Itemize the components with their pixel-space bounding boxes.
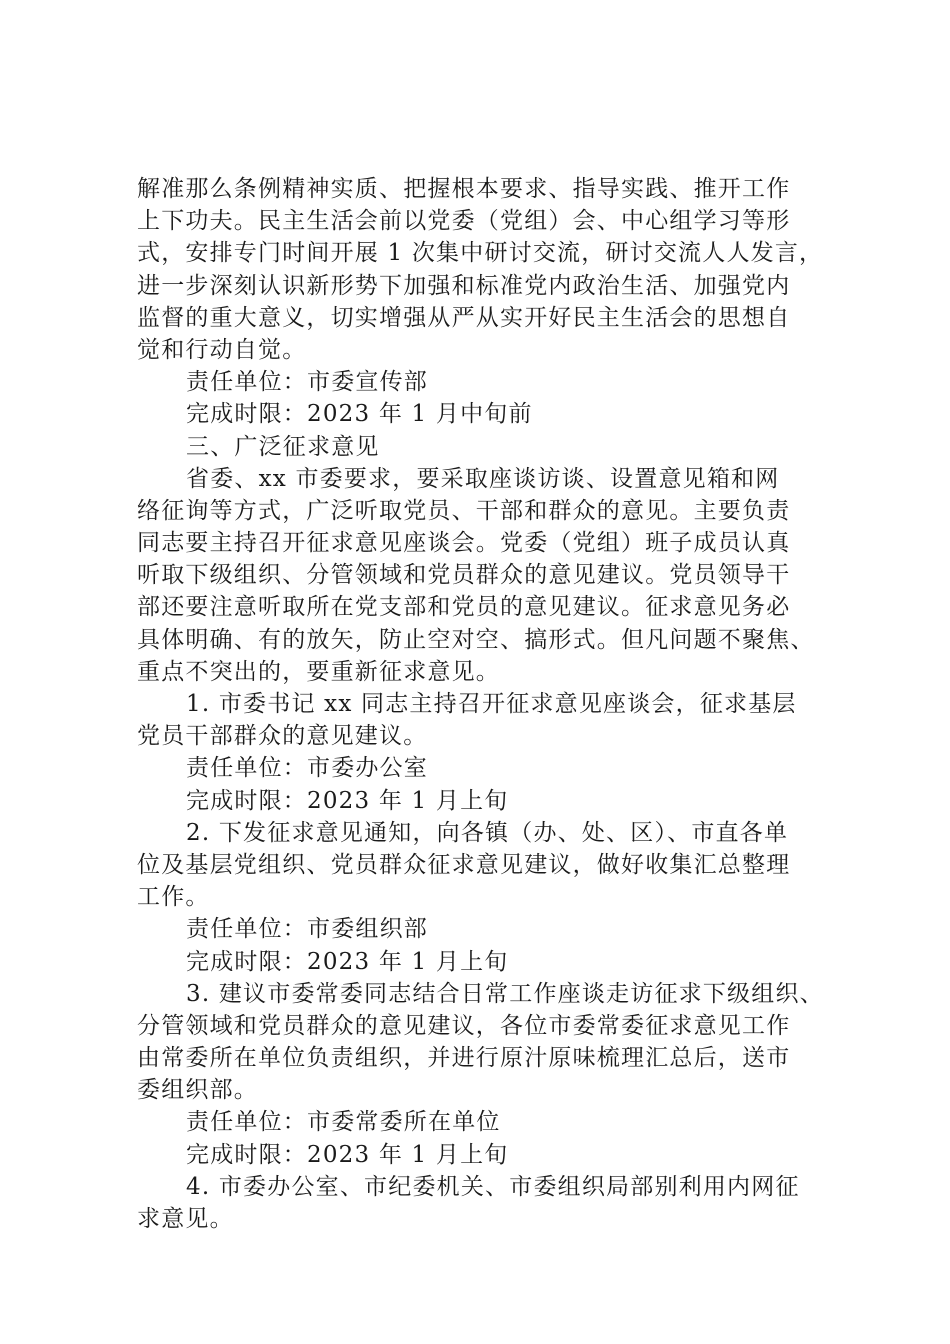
list-item-1: 1. 市委书记 xx 同志主持召开征求意见座谈会，征求基层 [186, 691, 797, 717]
deadline-line: 完成时限：2023 年 1 月上旬 [186, 1141, 509, 1168]
text-line: 听取下级组织、分管领域和党员群众的意见建议。党员领导干 [137, 562, 791, 589]
list-item-2: 2. 下发征求意见通知，向各镇（办、处、区）、市直各单 [186, 819, 789, 846]
text-line: 求意见。 [137, 1206, 234, 1232]
text-line: 分管领域和党员群众的意见建议，各位市委常委征求意见工作 [137, 1012, 791, 1039]
section-heading: 三、广泛征求意见 [186, 433, 380, 460]
deadline-line: 完成时限：2023 年 1 月上旬 [186, 787, 509, 814]
text-line: 络征询等方式，广泛听取党员、干部和群众的意见。主要负责 [137, 497, 791, 524]
text-line: 委组织部。 [137, 1077, 258, 1104]
list-item-4: 4. 市委办公室、市纪委机关、市委组织局部别利用内网征 [186, 1173, 800, 1200]
text-line: 省委、xx 市委要求，要采取座谈访谈、设置意见箱和网 [186, 465, 780, 492]
text-line: 具体明确、有的放矢，防止空对空、搞形式。但凡问题不聚焦、 [137, 626, 815, 653]
deadline-line: 完成时限：2023 年 1 月上旬 [186, 948, 509, 975]
text-line: 解准那么条例精神实质、把握根本要求、指导实践、推开工作 [137, 176, 791, 202]
text-line: 监督的重大意义，切实增强从严从实开好民主生活会的思想自 [137, 304, 791, 331]
text-line: 觉和行动自觉。 [137, 336, 307, 363]
text-line: 由常委所在单位负责组织，并进行原汁原味梳理汇总后，送市 [137, 1045, 791, 1072]
text-line: 党员干部群众的意见建议。 [137, 723, 428, 750]
text-line: 部还要注意听取所在党支部和党员的意见建议。征求意见务必 [137, 594, 791, 621]
responsible-unit-line: 责任单位：市委组织部 [186, 916, 428, 943]
deadline-line: 完成时限：2023 年 1 月中旬前 [186, 401, 533, 428]
responsible-unit-line: 责任单位：市委宣传部 [186, 369, 428, 396]
text-line: 式，安排专门时间开展 1 次集中研讨交流，研讨交流人人发言， [137, 240, 824, 267]
responsible-unit-line: 责任单位：市委办公室 [186, 755, 428, 782]
text-line: 工作。 [137, 884, 210, 911]
text-line: 同志要主持召开征求意见座谈会。党委（党组）班子成员认真 [137, 530, 791, 557]
responsible-unit-line: 责任单位：市委常委所在单位 [186, 1109, 501, 1136]
text-line: 上下功夫。民主生活会前以党委（党组）会、中心组学习等形 [137, 208, 791, 235]
text-line: 进一步深刻认识新形势下加强和标准党内政治生活、加强党内 [137, 272, 791, 299]
text-line: 重点不突出的，要重新征求意见。 [137, 658, 500, 685]
text-line: 位及基层党组织、党员群众征求意见建议，做好收集汇总整理 [137, 851, 791, 878]
list-item-3: 3. 建议市委常委同志结合日常工作座谈走访征求下级组织、 [186, 980, 824, 1007]
document-body [137, 173, 827, 1235]
